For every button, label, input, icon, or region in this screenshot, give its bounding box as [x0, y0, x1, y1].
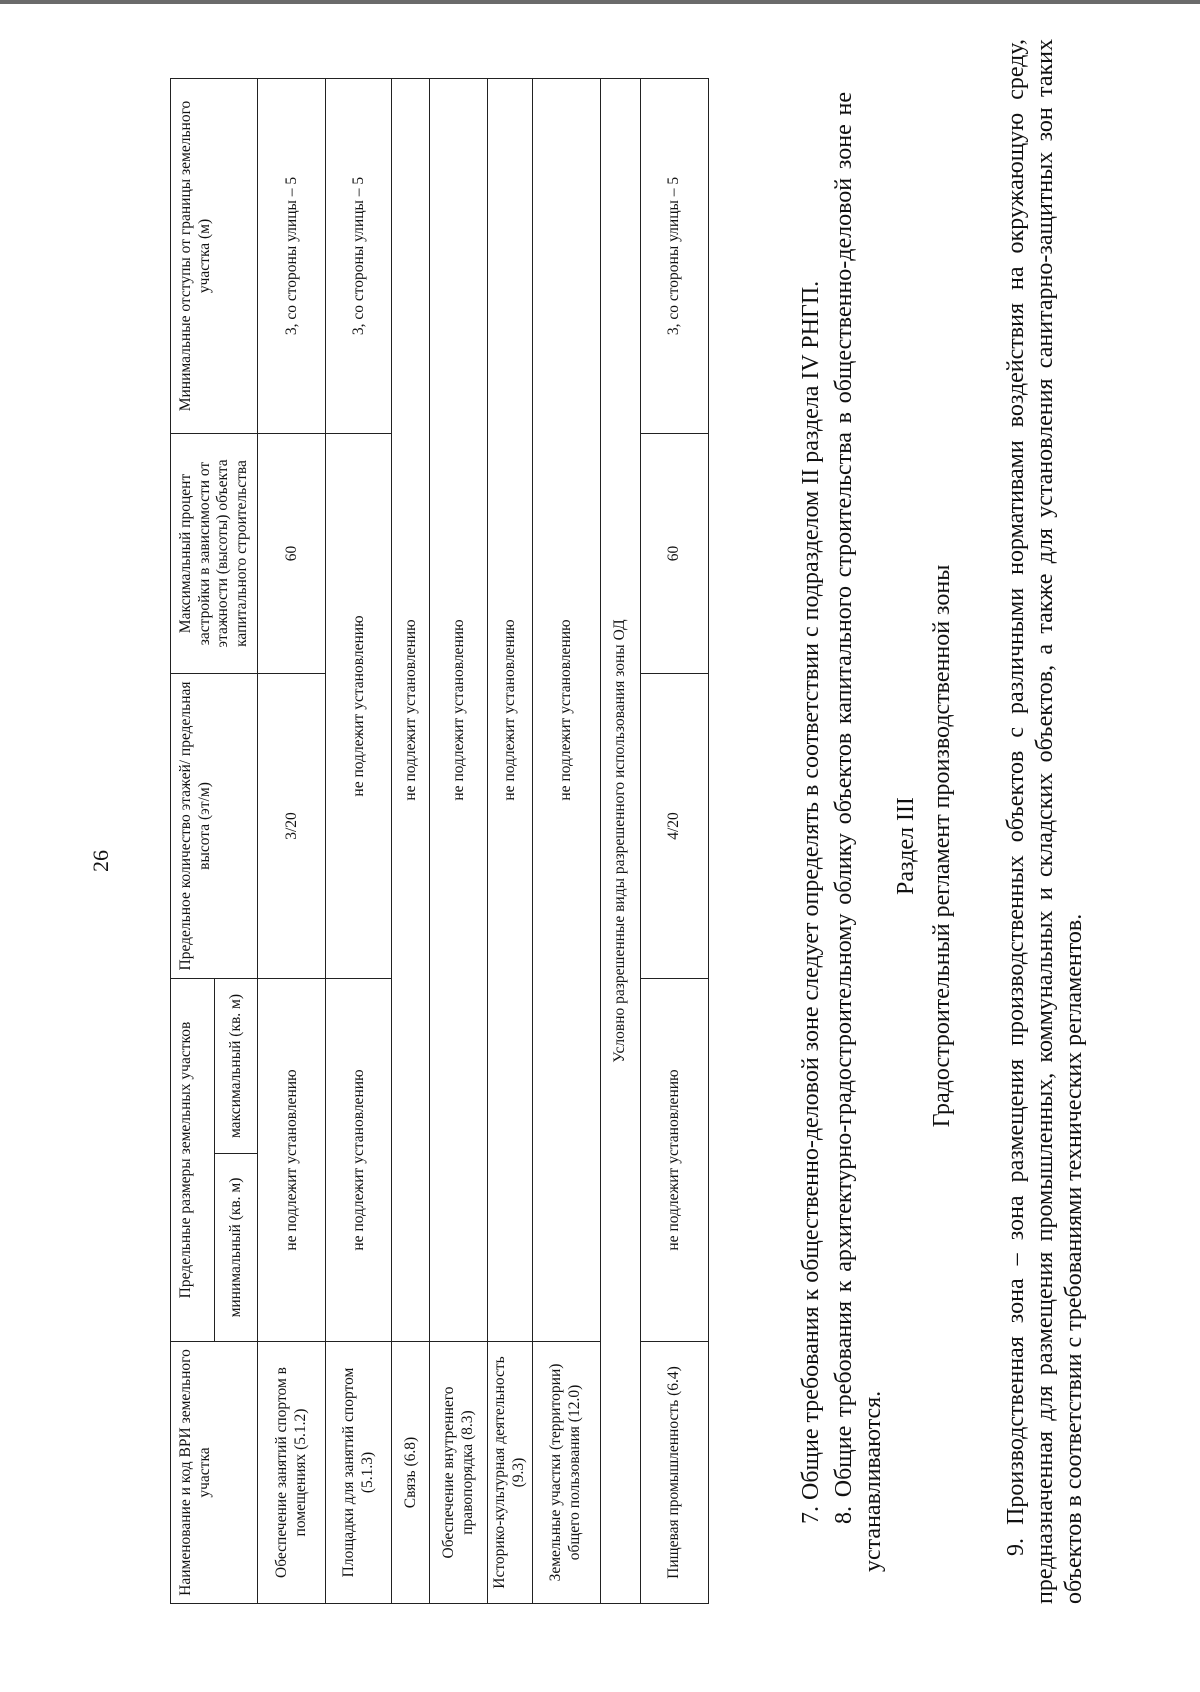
table-row	[532, 78, 600, 1603]
row-value: не подлежит установлению	[488, 78, 532, 1341]
header-floors: Предельное количество этажей/ предельная высота (эт/м)	[171, 673, 258, 978]
section-title: Градостроительный регламент производственной зоны	[929, 564, 955, 1128]
paragraph-7-text: 7. Общие требования к общественно-деловой зоне следует определять в соответствии с подразделом II раздела IV РНГП.	[798, 280, 824, 1524]
row-coverage: 60	[258, 433, 326, 673]
paragraph-8	[830, 92, 888, 1572]
row-name: Площадки для занятий спортом (5.1.3)	[326, 1342, 392, 1604]
row-name: Обеспечение занятий спортом в помещениях (5.1.2)	[258, 1342, 326, 1604]
paragraph-9-text: 9. Производственная зона – зона размещения производственных объектов с различными нормативами воздействия на окружающую среду, предназначенная для размещения промышленных, коммунальных и складских объектов, а также для установления санитарно-защитных зон таких объектов в соответствии с требованиями технических регламентов.	[1003, 39, 1087, 1604]
page-number: 26	[88, 850, 113, 872]
row-name: Пищевая промышленность (6.4)	[640, 1342, 708, 1604]
header-coverage: Максимальный процент застройки в зависимости от этажности (высоты) объекта капитального строительства	[171, 433, 258, 673]
table-section-row	[600, 78, 640, 1603]
paragraph-7	[797, 92, 826, 1572]
row-name: Обеспечение внутреннего правопорядка (8.3)	[430, 1342, 488, 1604]
row-name: Связь (6.8)	[392, 1342, 430, 1604]
row-name: Историко-культурная деятельность (9.3)	[488, 1342, 532, 1604]
paragraph-9	[1002, 39, 1088, 1604]
row-floors: 3/20	[258, 673, 326, 978]
table-row	[488, 78, 532, 1603]
row-floors: не подлежит установлению	[326, 433, 392, 978]
conditional-uses-heading: Условно разрешенные виды разрешенного использования зоны ОД	[600, 78, 640, 1603]
header-min: минимальный (кв. м)	[214, 1154, 258, 1342]
row-setback: 3, со стороны улицы – 5	[640, 78, 708, 433]
row-setback: 3, со стороны улицы – 5	[326, 78, 392, 433]
header-sizes: Предельные размеры земельных участков	[171, 978, 215, 1341]
row-sizes: не подлежит установлению	[326, 978, 392, 1341]
regulations-table	[170, 78, 709, 1604]
header-max: максимальный (кв. м)	[214, 978, 258, 1153]
table-row	[430, 78, 488, 1603]
row-sizes: не подлежит установлению	[258, 978, 326, 1341]
row-coverage: 60	[640, 433, 708, 673]
row-value: не подлежит установлению	[430, 78, 488, 1341]
header-setback: Минимальные отступы от границы земельного участка (м)	[171, 78, 258, 433]
table-row	[640, 78, 708, 1603]
header-name: Наименование и код ВРИ земельного участка	[171, 1342, 258, 1604]
row-name: Земельные участки (территории) общего пользования (12.0)	[532, 1342, 600, 1604]
row-floors: 4/20	[640, 673, 708, 978]
row-setback: 3, со стороны улицы – 5	[258, 78, 326, 433]
paragraph-8-text: 8. Общие требования к архитектурно-градостроительному облику объектов капитального строительства в общественно-деловой зоне не устанавливаются.	[831, 92, 886, 1572]
row-value: не подлежит установлению	[532, 78, 600, 1341]
row-sizes: не подлежит установлению	[640, 978, 708, 1341]
table-row	[258, 78, 326, 1603]
section-label: Раздел III	[893, 797, 919, 895]
row-value: не подлежит установлению	[392, 78, 430, 1341]
table-row	[326, 78, 392, 1603]
table-row	[392, 78, 430, 1603]
header-row	[171, 78, 215, 1603]
